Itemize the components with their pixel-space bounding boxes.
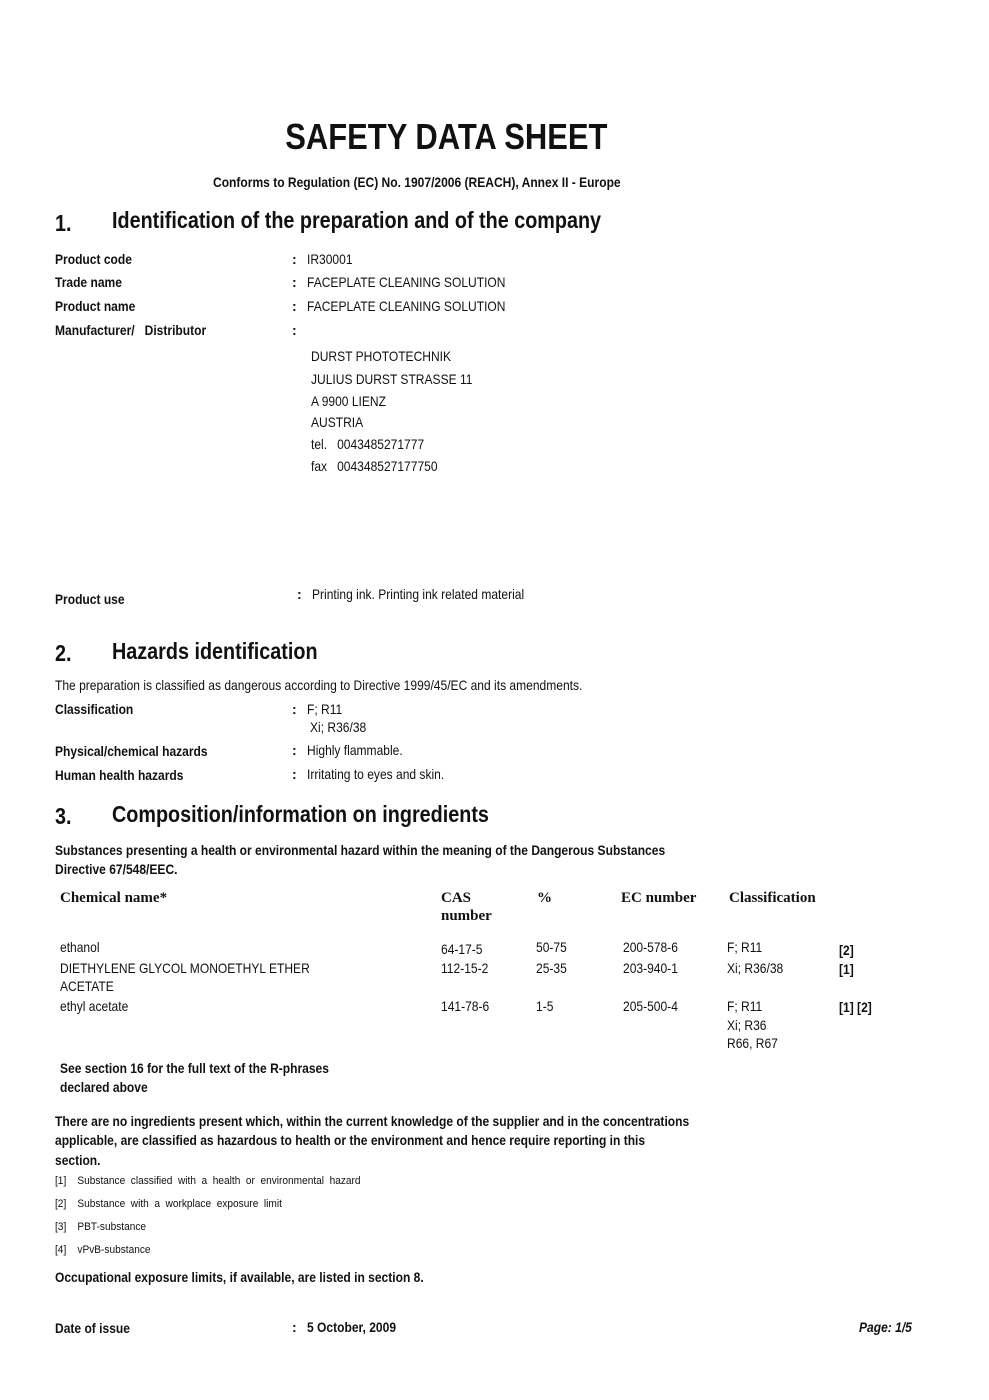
address-line: DURST PHOTOTECHNIK bbox=[311, 348, 452, 364]
address-line: tel. 0043485271777 bbox=[311, 436, 425, 452]
address-line: A 9900 LIENZ bbox=[311, 393, 386, 409]
table-cell-classification: F; R11 bbox=[727, 939, 763, 955]
no-ingredients-note: section. bbox=[55, 1152, 101, 1168]
table-cell-classification: R66, R67 bbox=[727, 1035, 778, 1051]
table-cell-classification: Xi; R36/38 bbox=[727, 960, 784, 976]
no-ingredients-note: There are no ingredients present which, within the current knowledge of the supplier and in the concentrations bbox=[55, 1113, 690, 1129]
colon: : bbox=[292, 251, 297, 267]
page-number: Page: 1/5 bbox=[859, 1319, 912, 1335]
table-cell-percent: 50-75 bbox=[536, 939, 567, 955]
table-cell-cas: 112-15-2 bbox=[441, 960, 489, 976]
product-name-value: FACEPLATE CLEANING SOLUTION bbox=[307, 298, 506, 314]
table-cell-ref: [1] [2] bbox=[839, 999, 872, 1015]
trade-name-value: FACEPLATE CLEANING SOLUTION bbox=[307, 274, 506, 290]
table-cell-cas: 141-78-6 bbox=[441, 998, 490, 1014]
section-1-title: Identification of the preparation and of the company bbox=[112, 207, 602, 233]
table-cell-ref: [1] bbox=[839, 961, 854, 977]
product-code-value: IR30001 bbox=[307, 251, 353, 267]
footnote: [2] Substance with a workplace exposure limit bbox=[55, 1198, 282, 1210]
section-2-title: Hazards identification bbox=[112, 638, 318, 664]
table-cell-name: DIETHYLENE GLYCOL MONOETHYL ETHER bbox=[60, 960, 310, 976]
product-use-value: Printing ink. Printing ink related material bbox=[312, 586, 525, 602]
health-hazards-value: Irritating to eyes and skin. bbox=[307, 766, 445, 782]
no-ingredients-note: applicable, are classified as hazardous to health or the environment and hence require reporting in this bbox=[55, 1132, 646, 1148]
product-code-label: Product code bbox=[55, 251, 132, 267]
section-2-intro: The preparation is classified as dangerous according to Directive 1999/45/EC and its amendments. bbox=[55, 677, 583, 693]
section-3-intro: Directive 67/548/EEC. bbox=[55, 861, 178, 877]
col-header-cas: CAS bbox=[441, 890, 472, 906]
colon: : bbox=[292, 742, 297, 758]
section-2-number: 2. bbox=[55, 640, 72, 666]
table-cell-name: ethyl acetate bbox=[60, 998, 129, 1014]
exposure-limits-note: Occupational exposure limits, if available, are listed in section 8. bbox=[55, 1269, 424, 1285]
section-3-number: 3. bbox=[55, 803, 72, 829]
col-header-chemical-name: Chemical name* bbox=[60, 890, 168, 906]
table-cell-cas: 64-17-5 bbox=[441, 941, 483, 957]
trade-name-label: Trade name bbox=[55, 274, 122, 290]
col-header-percent: % bbox=[537, 890, 552, 906]
table-cell-classification: F; R11 bbox=[727, 998, 763, 1014]
table-cell-ec: 200-578-6 bbox=[623, 939, 678, 955]
classification-value-2: Xi; R36/38 bbox=[310, 719, 367, 735]
colon: : bbox=[292, 701, 297, 717]
col-header-cas: number bbox=[441, 908, 492, 924]
footnote: [3] PBT-substance bbox=[55, 1221, 147, 1233]
section-3-title: Composition/information on ingredients bbox=[112, 801, 489, 827]
physical-hazards-label: Physical/chemical hazards bbox=[55, 743, 208, 759]
classification-label: Classification bbox=[55, 701, 134, 717]
health-hazards-label: Human health hazards bbox=[55, 767, 184, 783]
col-header-ec-number: EC number bbox=[621, 890, 697, 906]
colon: : bbox=[292, 298, 297, 314]
table-cell-classification: Xi; R36 bbox=[727, 1017, 767, 1033]
colon: : bbox=[292, 1319, 297, 1335]
colon: : bbox=[292, 274, 297, 290]
table-cell-percent: 1-5 bbox=[536, 998, 554, 1014]
colon: : bbox=[292, 766, 297, 782]
regulation-subtitle: Conforms to Regulation (EC) No. 1907/2006 (REACH), Annex II - Europe bbox=[213, 174, 621, 190]
table-cell-name: ethanol bbox=[60, 939, 100, 955]
footnote: [4] vPvB-substance bbox=[55, 1244, 151, 1256]
colon: : bbox=[292, 322, 297, 338]
physical-hazards-value: Highly flammable. bbox=[307, 742, 403, 758]
table-cell-ec: 203-940-1 bbox=[623, 960, 678, 976]
document-title: SAFETY DATA SHEET bbox=[285, 116, 608, 157]
date-of-issue-value: 5 October, 2009 bbox=[307, 1319, 397, 1335]
manufacturer-label: Manufacturer/ Distributor bbox=[55, 322, 207, 338]
colon: : bbox=[297, 586, 302, 602]
classification-value: F; R11 bbox=[307, 701, 343, 717]
address-line: AUSTRIA bbox=[311, 414, 364, 430]
see-section-note: See section 16 for the full text of the R-phrases bbox=[60, 1060, 329, 1076]
table-cell-name: ACETATE bbox=[60, 978, 114, 994]
footnote: [1] Substance classified with a health or environmental hazard bbox=[55, 1175, 361, 1187]
table-cell-ec: 205-500-4 bbox=[623, 998, 678, 1014]
address-line: JULIUS DURST STRASSE 11 bbox=[311, 371, 473, 387]
see-section-note: declared above bbox=[60, 1079, 148, 1095]
address-line: fax 004348527177750 bbox=[311, 458, 438, 474]
product-use-label: Product use bbox=[55, 591, 125, 607]
date-of-issue-label: Date of issue bbox=[55, 1320, 130, 1336]
table-cell-ref: [2] bbox=[839, 942, 854, 958]
product-name-label: Product name bbox=[55, 298, 136, 314]
table-cell-percent: 25-35 bbox=[536, 960, 567, 976]
section-1-number: 1. bbox=[55, 210, 72, 236]
section-3-intro: Substances presenting a health or environmental hazard within the meaning of the Dangerous Substances bbox=[55, 842, 666, 858]
col-header-classification: Classification bbox=[729, 890, 816, 906]
